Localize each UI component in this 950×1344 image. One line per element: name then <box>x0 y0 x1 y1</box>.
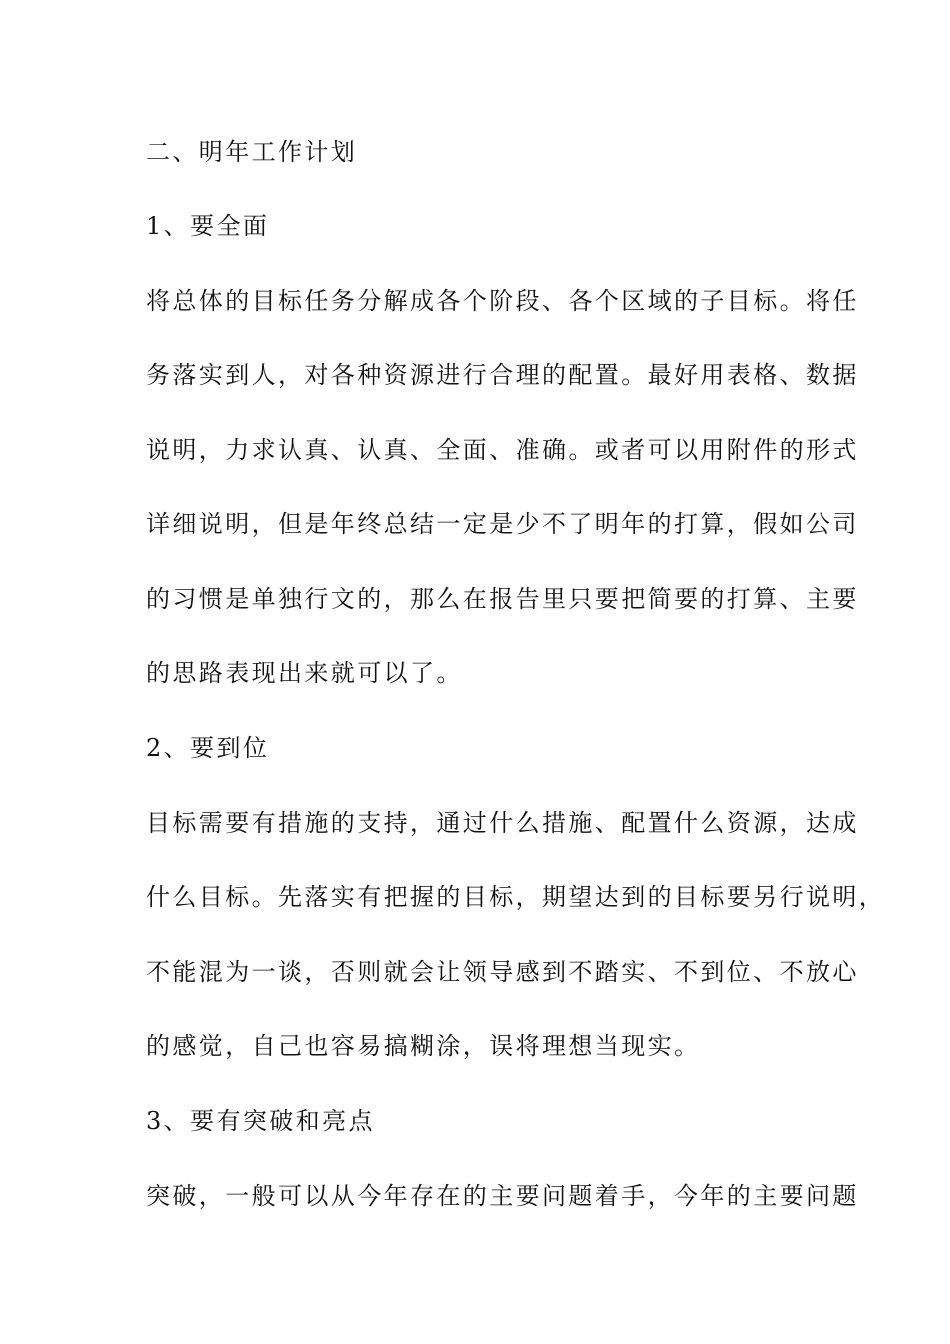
paragraph-line: 目标需要有措施的支持，通过什么措施、配置什么资源，达成 <box>146 809 859 837</box>
paragraph-line: 的习惯是单独行文的，那么在报告里只要把简要的打算、主要 <box>146 585 859 613</box>
paragraph-line: 将总体的目标任务分解成各个阶段、各个区域的子目标。将任 <box>146 287 859 315</box>
section-heading: 二、明年工作计划 <box>146 138 358 166</box>
paragraph-line: 突破，一般可以从今年存在的主要问题着手，今年的主要问题 <box>146 1182 859 1210</box>
item1-heading: 1、要全面 <box>146 212 270 240</box>
paragraph-line: 不能混为一谈，否则就会让领导感到不踏实、不到位、不放心 <box>146 958 859 986</box>
item3-heading: 3、要有突破和亮点 <box>146 1107 375 1135</box>
paragraph-line: 务落实到人，对各种资源进行合理的配置。最好用表格、数据 <box>146 361 859 389</box>
item2-heading: 2、要到位 <box>146 734 270 762</box>
paragraph-line: 什么目标。先落实有把握的目标，期望达到的目标要另行说明， <box>146 883 886 911</box>
paragraph-line: 的思路表现出来就可以了。 <box>146 659 463 687</box>
paragraph-line: 说明，力求认真、认真、全面、准确。或者可以用附件的形式 <box>146 436 859 464</box>
paragraph-line: 的感觉，自己也容易搞糊涂，误将理想当现实。 <box>146 1032 701 1060</box>
paragraph-line: 详细说明，但是年终总结一定是少不了明年的打算，假如公司 <box>146 510 859 538</box>
